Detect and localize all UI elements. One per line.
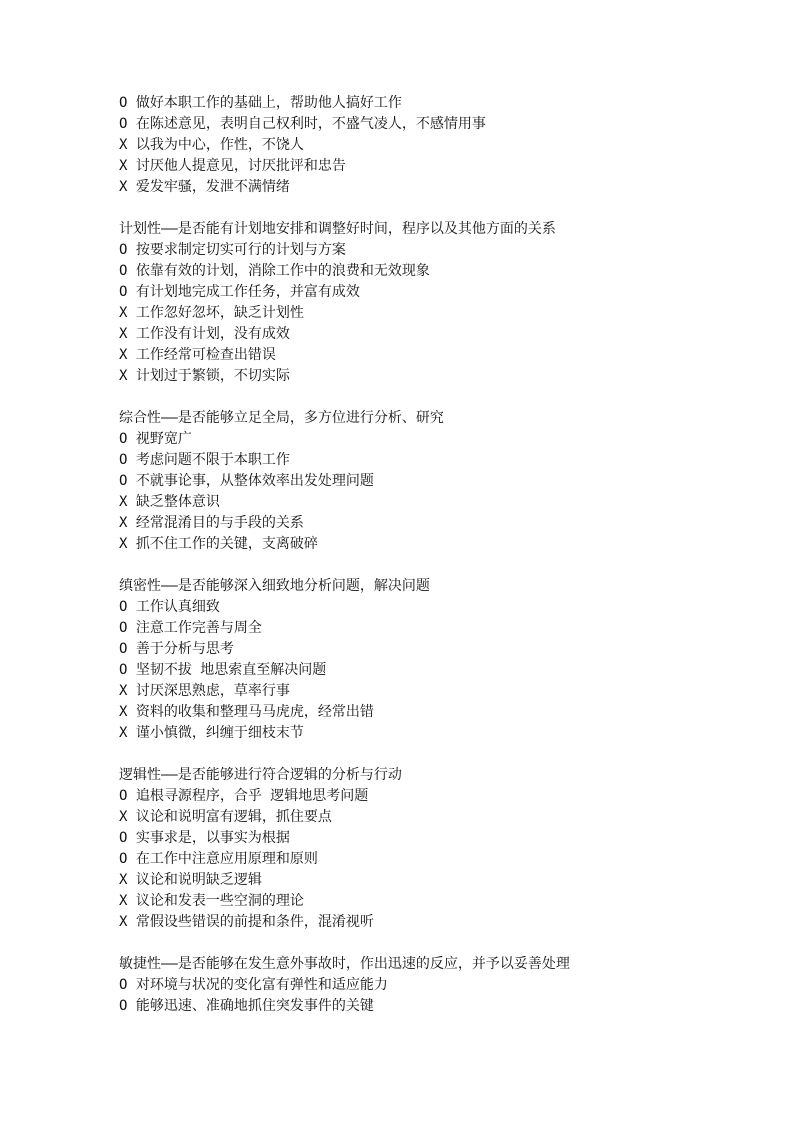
document-body <box>119 93 759 1017</box>
section-heading: 综合性——是否能够立足全局，多方位进行分析、研究 <box>119 410 444 426</box>
list-item: X 以我为中心，作性，不饶人 <box>119 137 304 153</box>
section-heading: 缜密性——是否能够深入细致地分析问题，解决问题 <box>119 578 430 594</box>
list-item: O 视野宽广 <box>119 431 192 447</box>
list-item: O 在陈述意见，表明自己权利时，不盛气凌人，不感情用事 <box>119 116 486 132</box>
list-item: O 对环境与状况的变化富有弹性和适应能力 <box>119 977 388 993</box>
list-item: O 不就事论事，从整体效率出发处理问题 <box>119 473 374 489</box>
list-item: X 讨厌深思熟虑，草率行事 <box>119 683 290 699</box>
section-cooperation-continued <box>119 93 759 198</box>
list-item: X 经常混淆目的与手段的关系 <box>119 515 304 531</box>
section-comprehensiveness <box>119 408 759 555</box>
list-item: O 有计划地完成工作任务，并富有成效 <box>119 284 360 300</box>
list-item: O 工作认真细致 <box>119 599 220 615</box>
list-item: X 常假设些错误的前提和条件，混淆视听 <box>119 914 374 930</box>
section-heading: 敏捷性——是否能够在发生意外事故时，作出迅速的反应，并予以妥善处理 <box>119 956 570 972</box>
list-item: O 按要求制定切实可行的计划与方案 <box>119 242 346 258</box>
list-item: X 谨小慎微，纠缠于细枝末节 <box>119 725 304 741</box>
list-item: O 考虑问题不限于本职工作 <box>119 452 290 468</box>
list-item: X 议论和说明缺乏逻辑 <box>119 872 262 888</box>
list-item: O 能够迅速、准确地抓住突发事件的关键 <box>119 998 374 1014</box>
section-planning <box>119 219 759 387</box>
section-heading: 计划性——是否能有计划地安排和调整好时间，程序以及其他方面的关系 <box>119 221 556 237</box>
list-item: X 资料的收集和整理马马虎虎，经常出错 <box>119 704 374 720</box>
list-item: X 工作经常可检查出错误 <box>119 347 276 363</box>
section-heading: 逻辑性——是否能够进行符合逻辑的分析与行动 <box>119 767 402 783</box>
list-item: O 追根寻源程序，合乎 逻辑地思考问题 <box>119 788 369 804</box>
section-meticulousness <box>119 576 759 744</box>
section-logic <box>119 765 759 933</box>
list-item: O 做好本职工作的基础上，帮助他人搞好工作 <box>119 95 402 111</box>
list-item: O 注意工作完善与周全 <box>119 620 262 636</box>
section-agility <box>119 954 759 1017</box>
list-item: X 爱发牢骚，发泄不满情绪 <box>119 179 290 195</box>
list-item: X 议论和发表一些空洞的理论 <box>119 893 304 909</box>
list-item: X 缺乏整体意识 <box>119 494 220 510</box>
list-item: X 讨厌他人提意见，讨厌批评和忠告 <box>119 158 346 174</box>
list-item: X 抓不住工作的关键，支离破碎 <box>119 536 318 552</box>
list-item: X 工作没有计划，没有成效 <box>119 326 290 342</box>
list-item: O 依靠有效的计划，消除工作中的浪费和无效现象 <box>119 263 430 279</box>
list-item: X 计划过于繁锁，不切实际 <box>119 368 290 384</box>
list-item: X 议论和说明富有逻辑，抓住要点 <box>119 809 332 825</box>
list-item: O 实事求是，以事实为根据 <box>119 830 290 846</box>
list-item: O 善于分析与思考 <box>119 641 234 657</box>
list-item: X 工作忽好忽坏，缺乏计划性 <box>119 305 304 321</box>
list-item: O 在工作中注意应用原理和原则 <box>119 851 318 867</box>
list-item: O 坚韧不拔 地思索直至解决问题 <box>119 662 327 678</box>
